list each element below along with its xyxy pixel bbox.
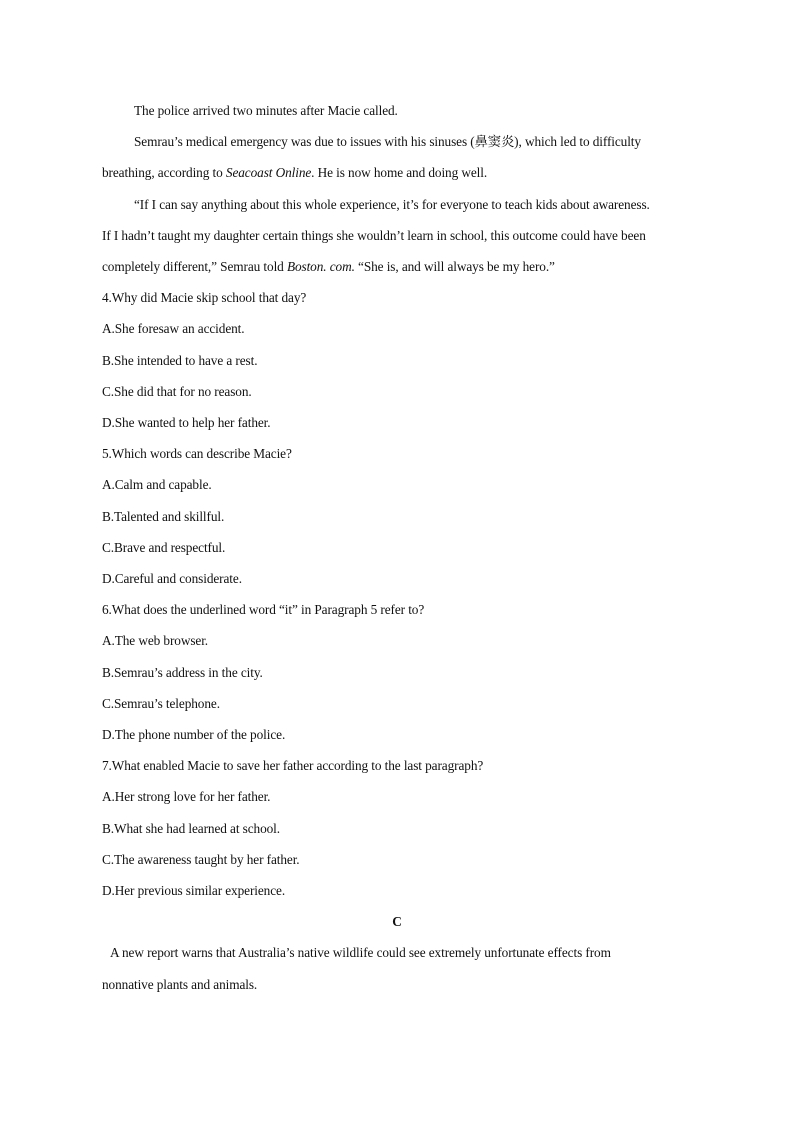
- question-6-option-a: A.The web browser.: [102, 633, 209, 648]
- section-c-line2: nonnative plants and animals.: [102, 977, 258, 992]
- question-7-stem: 7.What enabled Macie to save her father according to the last paragraph?: [102, 758, 484, 773]
- question-4-option-c: C.She did that for no reason.: [102, 384, 252, 399]
- source-boston-com: Boston. com.: [286, 259, 355, 274]
- question-6-stem: 6.What does the underlined word “it” in Paragraph 5 refer to?: [102, 602, 425, 617]
- source-seacoast-online: Seacoast Online: [225, 165, 312, 180]
- paragraph-quote-line1: “If I can say anything about this whole experience, it’s for everyone to teach kids about awareness.: [134, 197, 650, 212]
- paragraph-medical-line1: Semrau’s medical emergency was due to issues with his sinuses (鼻窦炎), which led to difficulty: [134, 134, 641, 149]
- paragraph-quote-line2: If I hadn’t taught my daughter certain things she wouldn’t learn in school, this outcome could have been: [102, 228, 646, 243]
- question-4-stem: 4.Why did Macie skip school that day?: [102, 290, 307, 305]
- question-4-option-b: B.She intended to have a rest.: [102, 353, 258, 368]
- question-5-option-a: A.Calm and capable.: [102, 477, 212, 492]
- question-7-option-c: C.The awareness taught by her father.: [102, 852, 300, 867]
- question-6-option-b: B.Semrau’s address in the city.: [102, 665, 263, 680]
- section-c-line1: A new report warns that Australia’s native wildlife could see extremely unfortunate effects from: [110, 945, 611, 960]
- question-5-stem: 5.Which words can describe Macie?: [102, 446, 292, 461]
- text-segment: breathing, according to: [102, 165, 226, 180]
- text-segment: . He is now home and doing well.: [311, 165, 488, 180]
- text-segment: “She is, and will always be my hero.”: [354, 259, 555, 274]
- question-4-option-a: A.She foresaw an accident.: [102, 321, 245, 336]
- question-5-option-d: D.Careful and considerate.: [102, 571, 242, 586]
- paragraph-police-arrived: The police arrived two minutes after Macie called.: [134, 103, 398, 118]
- section-heading-c: C: [392, 914, 402, 929]
- question-6-option-c: C.Semrau’s telephone.: [102, 696, 220, 711]
- question-6-option-d: D.The phone number of the police.: [102, 727, 286, 742]
- question-7-option-d: D.Her previous similar experience.: [102, 883, 286, 898]
- question-4-option-d: D.She wanted to help her father.: [102, 415, 271, 430]
- question-5-option-c: C.Brave and respectful.: [102, 540, 226, 555]
- question-5-option-b: B.Talented and skillful.: [102, 509, 225, 524]
- question-7-option-a: A.Her strong love for her father.: [102, 789, 271, 804]
- text-segment: completely different,” Semrau told: [102, 259, 287, 274]
- question-7-option-b: B.What she had learned at school.: [102, 821, 280, 836]
- paragraph-medical-line2: [102, 165, 487, 181]
- paragraph-quote-line3: [102, 259, 555, 275]
